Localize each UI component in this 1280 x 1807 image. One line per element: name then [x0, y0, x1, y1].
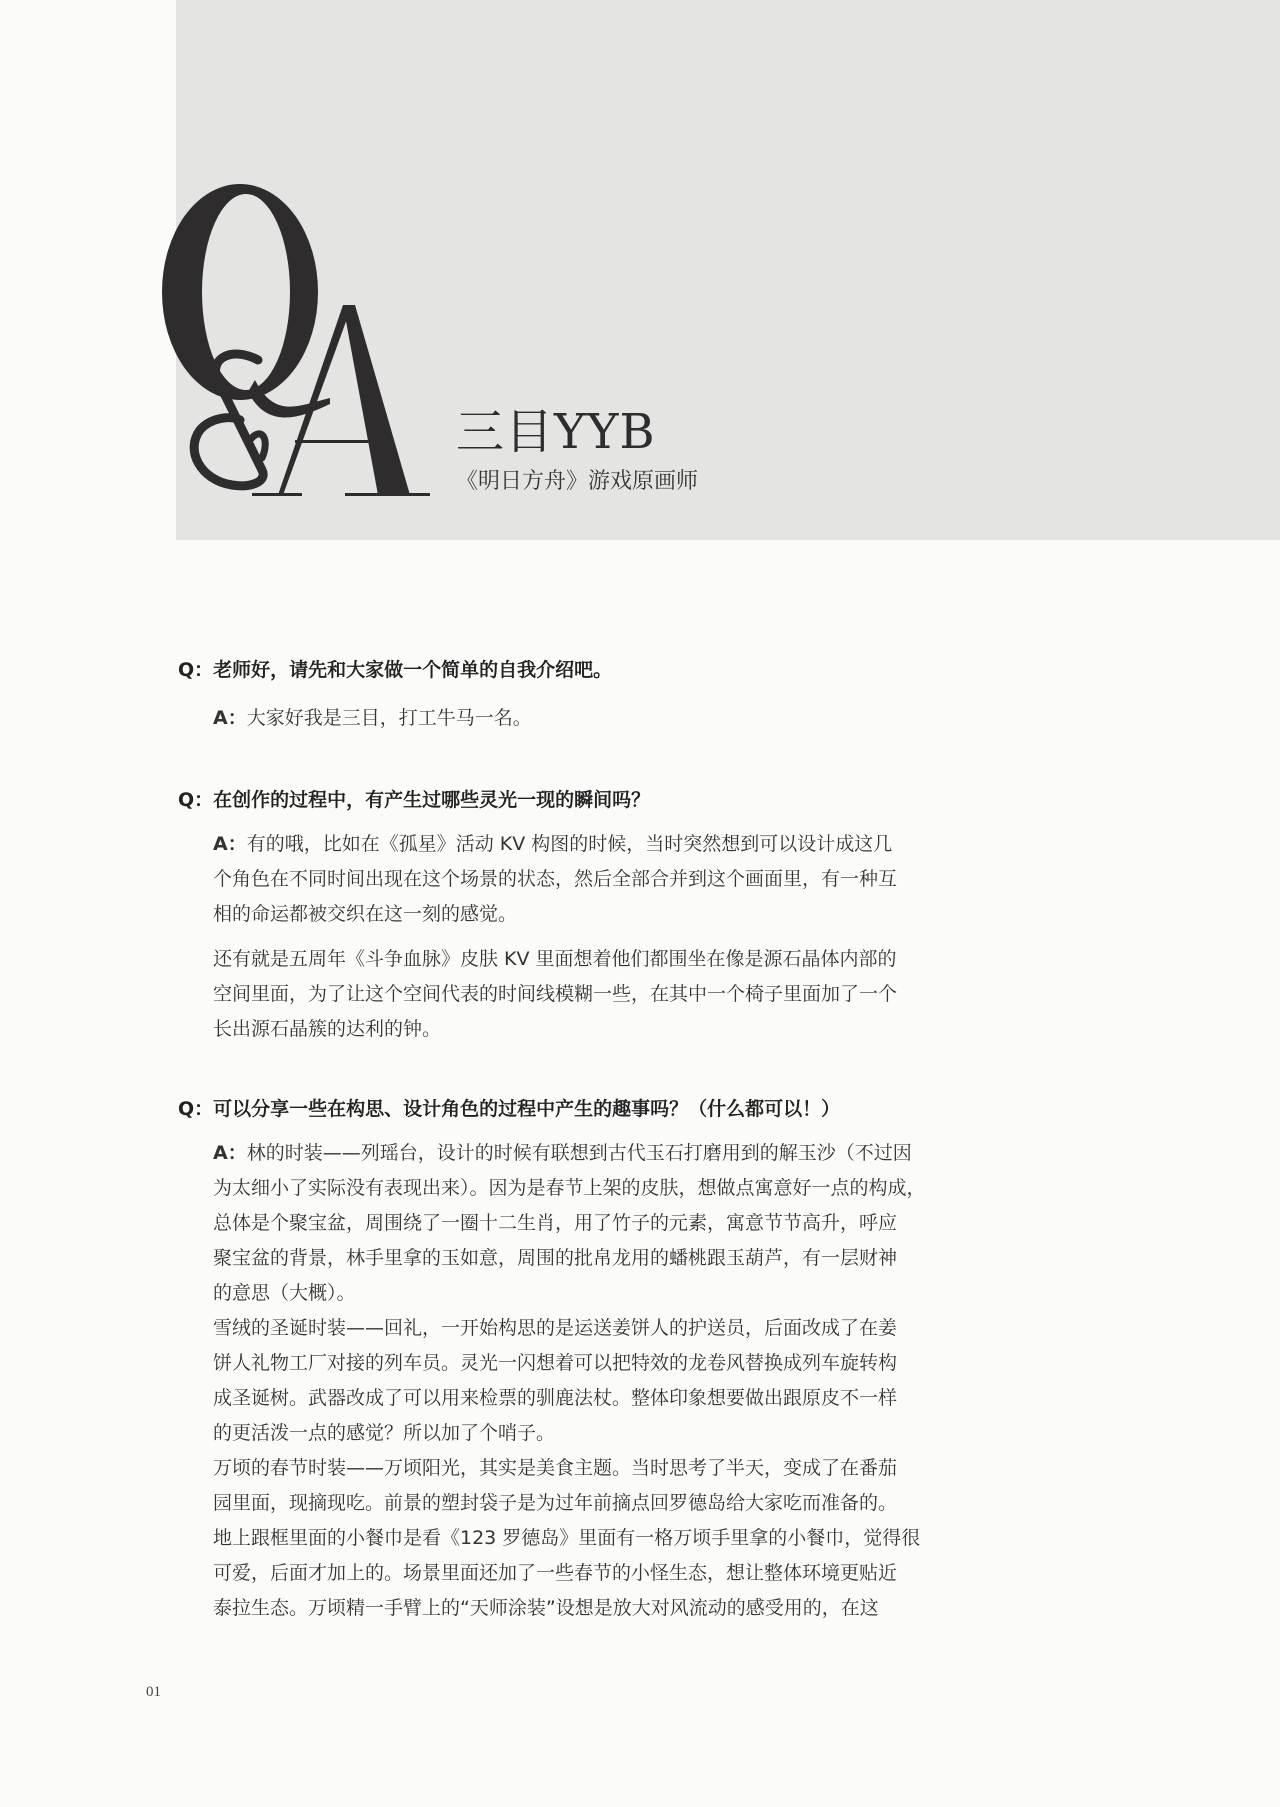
page-number: 01 — [146, 1684, 161, 1700]
answer-line: 个角色在不同时间出现在这个场景的状态，然后全部合并到这个画面里，有一种互 — [213, 868, 898, 890]
answer-line: 可爱，后面才加上的。场景里面还加了一些春节的小怪生态，想让整体环境更贴近 — [213, 1562, 898, 1584]
answer — [213, 1136, 958, 1626]
answer-line: 为太细小了实际没有表现出来）。因为是春节上架的皮肤，想做点寓意好一点的构成， — [213, 1177, 926, 1199]
question: Q：在创作的过程中，有产生过哪些灵光一现的瞬间吗？ — [178, 789, 651, 811]
answer-line: 聚宝盆的背景，林手里拿的玉如意，周围的批帛龙用的蟠桃跟玉葫芦，有一层财神 — [213, 1247, 898, 1269]
answer-line: 的意思（大概）。 — [213, 1282, 356, 1304]
qa-item — [178, 785, 958, 1047]
question: Q：可以分享一些在构思、设计角色的过程中产生的趣事吗？（什么都可以！） — [178, 1098, 841, 1120]
interviewee-role: 《明日方舟》游戏原画师 — [456, 469, 699, 494]
answer-line: 长出源石晶簇的达利的钟。 — [213, 1018, 442, 1040]
question: Q：老师好，请先和大家做一个简单的自我介绍吧。 — [178, 659, 613, 681]
interviewee-name: 三目YYB — [456, 404, 656, 460]
answer-line: 有的哦，比如在《孤星》活动 KV 构图的时候，当时突然想到可以设计成这几 — [246, 833, 893, 855]
answer-line: 相的命运都被交织在这一刻的感觉。 — [213, 903, 518, 925]
answer-line: 成圣诞树。武器改成了可以用来检票的驯鹿法杖。整体印象想要做出跟原皮不一样 — [213, 1387, 898, 1409]
answer-line: 地上跟框里面的小餐巾是看《123 罗德岛》里面有一格万顷手里拿的小餐巾，觉得很 — [213, 1527, 921, 1549]
qa-logo — [0, 0, 460, 540]
answer-label: A： — [213, 707, 247, 729]
logo-q-letter — [162, 184, 330, 418]
answer-line: 万顷的春节时装——万顷阳光，其实是美食主题。当时思考了半天，变成了在番茄 — [213, 1457, 898, 1479]
qa-item — [178, 655, 958, 736]
answer-line: 还有就是五周年《斗争血脉》皮肤 KV 里面想着他们都围坐在像是源石晶体内部的 — [213, 948, 897, 970]
answer-line: 饼人礼物工厂对接的列车员。灵光一闪想着可以把特效的龙卷风替换成列车旋转构 — [213, 1352, 898, 1374]
answer — [213, 827, 958, 1047]
answer-line: 大家好我是三目，打工牛马一名。 — [246, 707, 532, 729]
answer-line: 林的时装——列瑶台，设计的时候有联想到古代玉石打磨用到的解玉沙（不过因 — [246, 1142, 912, 1164]
answer — [213, 701, 958, 736]
answer-line: 园里面，现摘现吃。前景的塑封袋子是为过年前摘点回罗德岛给大家吃而准备的。 — [213, 1492, 898, 1514]
answer-label: A： — [213, 1142, 247, 1164]
answer-line: 的更活泼一点的感觉？所以加了个哨子。 — [213, 1422, 556, 1444]
answer-line: 雪绒的圣诞时装——回礼，一开始构思的是运送姜饼人的护送员，后面改成了在姜 — [213, 1317, 898, 1339]
answer-line: 泰拉生态。万顷精一手臂上的“天师涂装”设想是放大对风流动的感受用的，在这 — [213, 1597, 879, 1619]
answer-line: 总体是个聚宝盆，周围绕了一圈十二生肖，用了竹子的元素，寓意节节高升，呼应 — [213, 1212, 898, 1234]
qa-item — [178, 1094, 958, 1626]
answer-line: 空间里面，为了让这个空间代表的时间线模糊一些，在其中一个椅子里面加了一个 — [213, 983, 898, 1005]
answer-label: A： — [213, 833, 247, 855]
